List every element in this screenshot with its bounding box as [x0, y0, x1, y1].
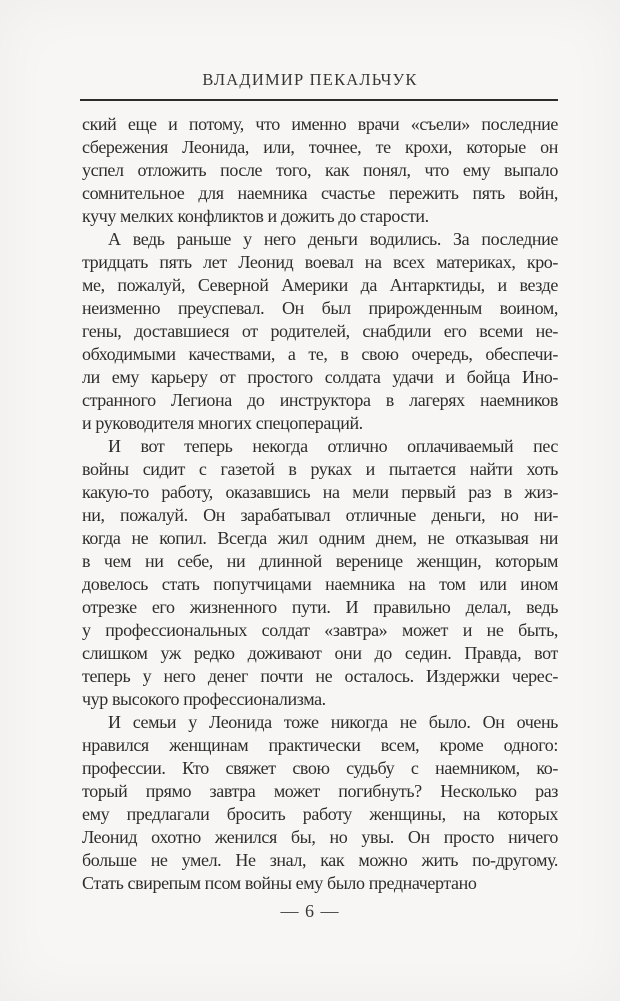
- text-line: ли ему карьеру от простого солдата удачи и бойца Ино-: [82, 367, 558, 387]
- text-line: И семьи у Леонида тоже никогда не было. Он очень: [108, 712, 558, 732]
- text-line: сомнительное для наемника счастье пережить пять войн,: [82, 183, 558, 203]
- text-line: в чем ни себе, ни длинной веренице женщин, которым: [82, 551, 558, 571]
- text-line: неизменно преуспевал. Он был прирожденным воином,: [82, 298, 558, 318]
- text-line: Стать свирепым псом войны ему было предначертано: [82, 873, 477, 893]
- text-line: ему предлагали бросить работу женщины, на которых: [82, 804, 558, 824]
- text-line: успел отложить после того, как понял, что ему выпало: [82, 160, 558, 180]
- text-line: кучу мелких конфликтов и дожить до старости.: [82, 206, 429, 226]
- text-line: теперь у него денег почти не осталось. Издержки черес-: [82, 666, 558, 686]
- text-line: тридцать пять лет Леонид воевал на всех материках, кро-: [82, 252, 558, 272]
- text-line: странного Легиона до инструктора в лагерях наемников: [82, 390, 558, 410]
- text-line: чур высокого профессионализма.: [82, 689, 326, 709]
- text-line: профессии. Кто свяжет свою судьбу с наемником, ко-: [82, 758, 558, 778]
- text-line: у профессиональных солдат «завтра» может и не быть,: [82, 620, 558, 640]
- body-text-block: [82, 113, 558, 895]
- text-line: сбережения Леонида, или, точнее, те крохи, которые он: [82, 137, 558, 157]
- header-rule: [80, 99, 558, 101]
- text-line: слишком уж редко доживают они до седин. Правда, вот: [82, 643, 558, 663]
- running-header-author: ВЛАДИМИР ПЕКАЛЬЧУК: [202, 70, 418, 89]
- text-line: нравился женщинам практически всем, кроме одного:: [82, 735, 558, 755]
- text-line: отрезке его жизненного пути. И правильно делал, ведь: [82, 597, 558, 617]
- text-line: А ведь раньше у него деньги водились. За последние: [108, 229, 558, 249]
- text-line: и руководителя многих спецопераций.: [82, 413, 363, 433]
- page-number: — 6 —: [280, 901, 340, 921]
- text-line: ме, пожалуй, Северной Америки да Антарктиды, и везде: [82, 275, 558, 295]
- text-line: довелось стать попутчицами наемника на том или ином: [82, 574, 558, 594]
- text-line: когда не копил. Всегда жил одним днем, не отказывая ни: [82, 528, 558, 548]
- text-line: гены, доставшиеся от родителей, снабдили его всеми не-: [82, 321, 558, 341]
- text-line: обходимыми качествами, а те, в свою очередь, обеспечи-: [82, 344, 558, 364]
- text-line: больше не умел. Не знал, как можно жить по-другому.: [82, 850, 558, 870]
- text-line: И вот теперь некогда отлично оплачиваемый пес: [108, 436, 558, 456]
- text-line: какую-то работу, оказавшись на мели первый раз в жиз-: [82, 482, 558, 502]
- text-line: Леонид охотно женился бы, но увы. Он просто ничего: [82, 827, 558, 847]
- text-line: войны сидит с газетой в руках и пытается найти хоть: [82, 459, 558, 479]
- text-line: ни, пожалуй. Он зарабатывал отличные деньги, но ни-: [82, 505, 558, 525]
- text-line: торый прямо завтра может погибнуть? Несколько раз: [82, 781, 558, 801]
- text-line: ский еще и потому, что именно врачи «съели» последние: [82, 114, 558, 134]
